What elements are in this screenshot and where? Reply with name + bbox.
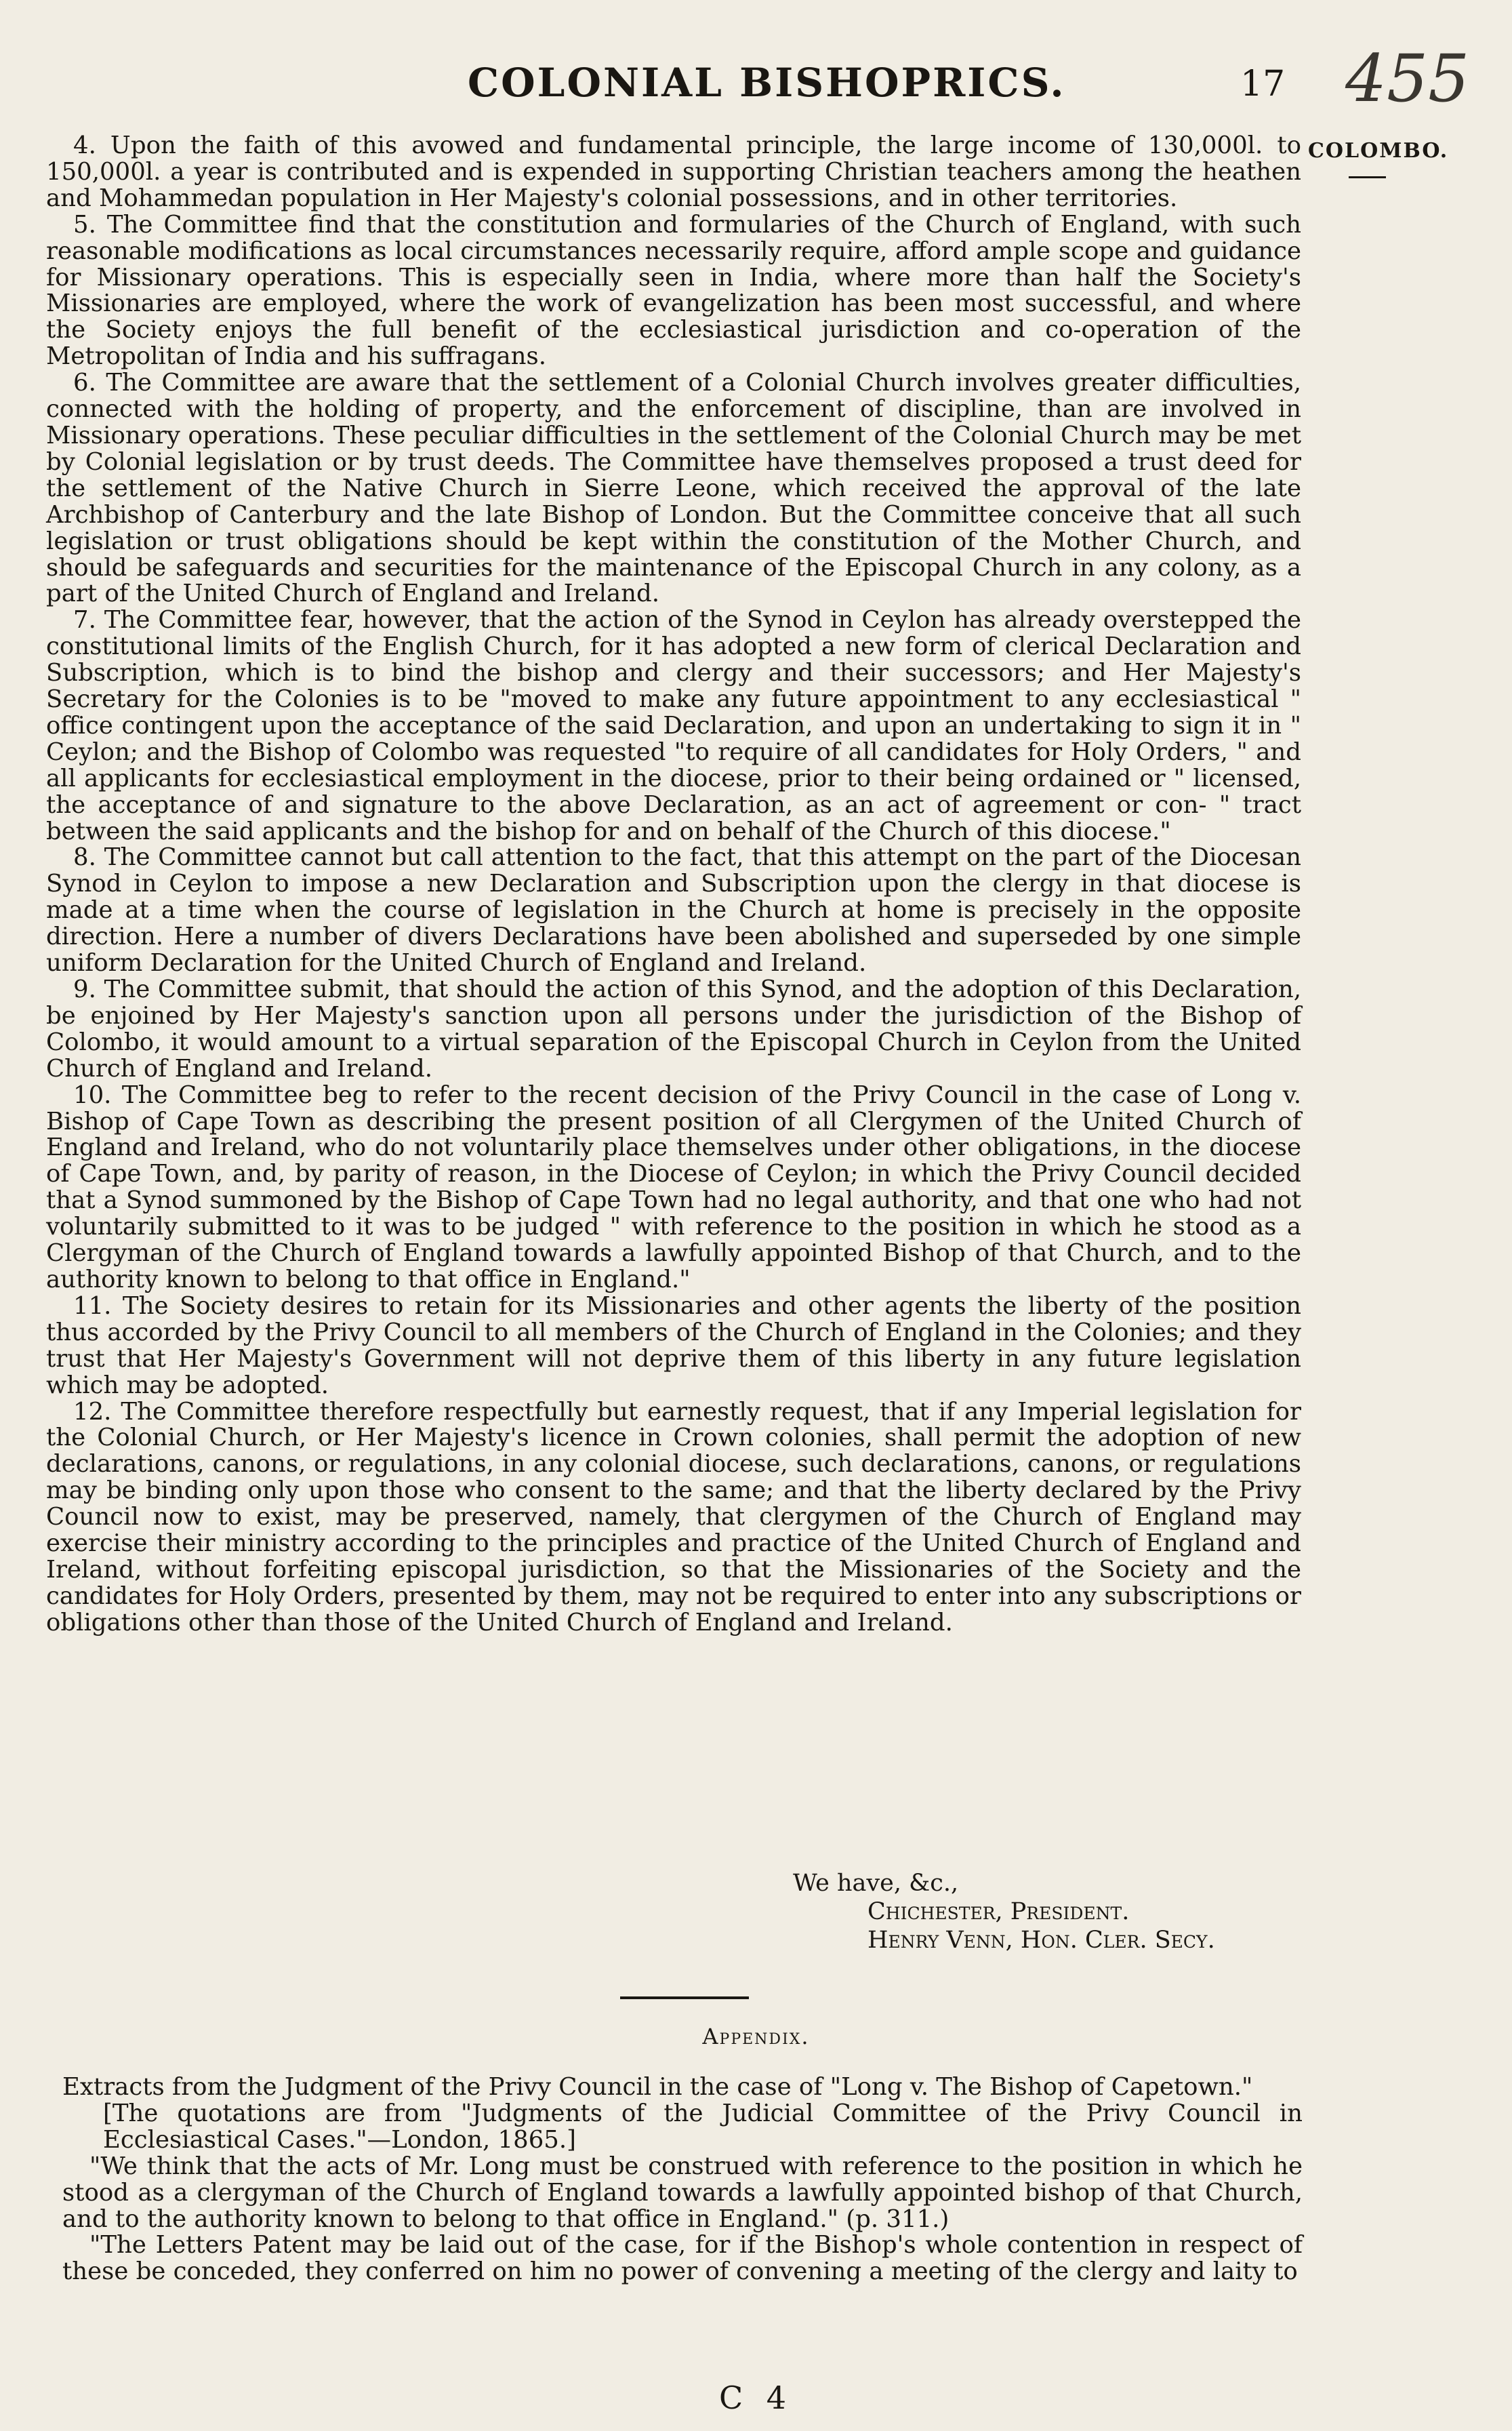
appendix-intro: Extracts from the Judgment of the Privy Council in the case of "Long v. The Bishop of Capetown." — [62, 2073, 1253, 2101]
paragraph-5: 5. The Committee find that the constitution and formularies of the Church of England, with such reasonable modifications as local circumstances necessarily require, afford ample scope and guidance for Missionary operations. This is especially seen in India, where more than half the Society's Missionaries are employed, where the work of evangelization has been most successful, and where the Society enjoys the full benefit of the ecclesiastical jurisdiction and co-operation of the Metropolitan of India and his suffragans. — [46, 210, 1301, 371]
appendix-title: Appendix. — [702, 2024, 810, 2049]
signature-secretary: Henry Venn, Hon. Cler. Secy. — [867, 1927, 1215, 1954]
paragraph-8: 8. The Committee cannot but call attention to the fact, that this attempt on the part of the Diocesan Synod in Ceylon to impose a new Declaration and Subscription upon the clergy in that diocese is made at a time when the course of legislation in the Church at home is precisely in the opposite direction. Here a number of divers Declarations have been abolished and superseded by one simple uniform Declaration for the United Church of England and Ireland. — [46, 843, 1301, 978]
signature-closing: We have, &c., — [793, 1870, 959, 1897]
margin-note: COLOMBO. — [1308, 139, 1449, 163]
paragraph-12: 12. The Committee therefore respectfully but earnestly request, that if any Imperial legislation for the Colonial Church, or Her Majesty's licence in Crown colonies, shall permit the adoption of new declarations, canons, or regulations, in any colonial diocese, such declarations, canons, or regulations may be binding only upon those who consent to the same; and that the liberty declared by the Privy Council now to exist, may be preserved, namely, that clergymen of the Church of England may exercise their ministry according to the principles and practice of the United Church of England and Ireland, without forfeiting episcopal jurisdiction, so that the Missionaries of the Society and the candidates for Holy Orders, presented by them, may not be required to enter into any subscriptions or obligations other than those of the United Church of England and Ireland. — [46, 1397, 1301, 1636]
margin-note-rule — [1349, 176, 1386, 178]
paragraph-4: 4. Upon the faith of this avowed and fundamental principle, the large income of 130,000l. to 150,000l. a year is contributed and is expended in supporting Christian teachers among the heathen and Mohammedan population in Her Majesty's colonial possessions, and in other territories. — [46, 132, 1301, 212]
paragraph-10: 10. The Committee beg to refer to the recent decision of the Privy Council in the case of Long v. Bishop of Cape Town as describing the present position of all Clergymen of the United Church of England and Ireland, who do not voluntarily place themselves under other obligations, in the diocese of Cape Town, and, by parity of reason, in the Diocese of Ceylon; in which the Privy Council decided that a Synod summoned by the Bishop of Cape Town had no legal authority, and that one who had not voluntarily submitted to it was to be judged " with reference to the position in which he stood as a Clergyman of the Church of England towards a lawfully appointed Bishop of that Church, and to the authority known to belong to that office in England." — [46, 1081, 1301, 1293]
appendix-quote-2: "The Letters Patent may be laid out of the case, for if the Bishop's whole contention in respect of these be conceded, they conferred on him no power of convening a meeting of the clergy and laity to — [62, 2231, 1303, 2286]
main-text — [46, 133, 1301, 1636]
appendix-text — [62, 2074, 1303, 2285]
appendix-source-note: [The quotations are from "Judgments of the Judicial Committee of the Privy Council in Ecclesiastical Cases."—London, 1865.] — [103, 2099, 1303, 2154]
signature-president: Chichester, President. — [867, 1898, 1130, 1925]
paragraph-9: 9. The Committee submit, that should the action of this Synod, and the adoption of this Declaration, be enjoined by Her Majesty's sanction upon all persons under the jurisdiction of the Bishop of Colombo, it would amount to a virtual separation of the Episcopal Church in Ceylon from the United Church of England and Ireland. — [46, 976, 1301, 1083]
running-title: COLONIAL BISHOPRICS. — [468, 60, 1066, 106]
printer-signature-mark: C 4 — [718, 2379, 794, 2416]
section-divider — [620, 1996, 749, 1999]
page-header — [0, 41, 1512, 122]
page-number: 17 — [1240, 64, 1286, 104]
appendix-quote-1: "We think that the acts of Mr. Long must be construed with reference to the position in which he stood as a clergyman of the Church of England towards a lawfully appointed bishop of that Church, and to the authority known to belong to that office in England." (p. 311.) — [62, 2152, 1303, 2233]
paragraph-7: 7. The Committee fear, however, that the action of the Synod in Ceylon has already overstepped the constitutional limits of the English Church, for it has adopted a new form of clerical Declaration and Subscription, which is to bind the bishop and clergy and their successors; and Her Majesty's Secretary for the Colonies is to be "moved to make any future appointment to any ecclesiastical " office contingent upon the acceptance of the said Declaration, and upon an undertaking to sign it in " Ceylon; and the Bishop of Colombo was requested "to require of all candidates for Holy Orders, " and all applicants for ecclesiastical employment in the diocese, prior to their being ordained or " licensed, the acceptance of and signature to the above Declaration, as an act of agreement or con- " tract between the said applicants and the bishop for and on behalf of the Church of this diocese." — [46, 606, 1301, 845]
paragraph-11: 11. The Society desires to retain for its Missionaries and other agents the liberty of the position thus accorded by the Privy Council to all members of the Church of England in the Colonies; and they trust that Her Majesty's Government will not deprive them of this liberty in any future legislation which may be adopted. — [46, 1291, 1301, 1399]
paragraph-6: 6. The Committee are aware that the settlement of a Colonial Church involves greater difficulties, connected with the holding of property, and the enforcement of discipline, than are involved in Missionary operations. These peculiar difficulties in the settlement of the Colonial Church may be met by Colonial legislation or by trust deeds. The Committee have themselves proposed a trust deed for the settlement of the Native Church in Sierre Leone, which received the approval of the late Archbishop of Canterbury and the late Bishop of London. But the Committee conceive that all such legislation or trust obligations should be kept within the constitution of the Mother Church, and should be safeguards and securities for the maintenance of the Episcopal Church in any colony, as a part of the United Church of England and Ireland. — [46, 369, 1301, 608]
handwritten-folio-number: 455 — [1345, 41, 1470, 117]
